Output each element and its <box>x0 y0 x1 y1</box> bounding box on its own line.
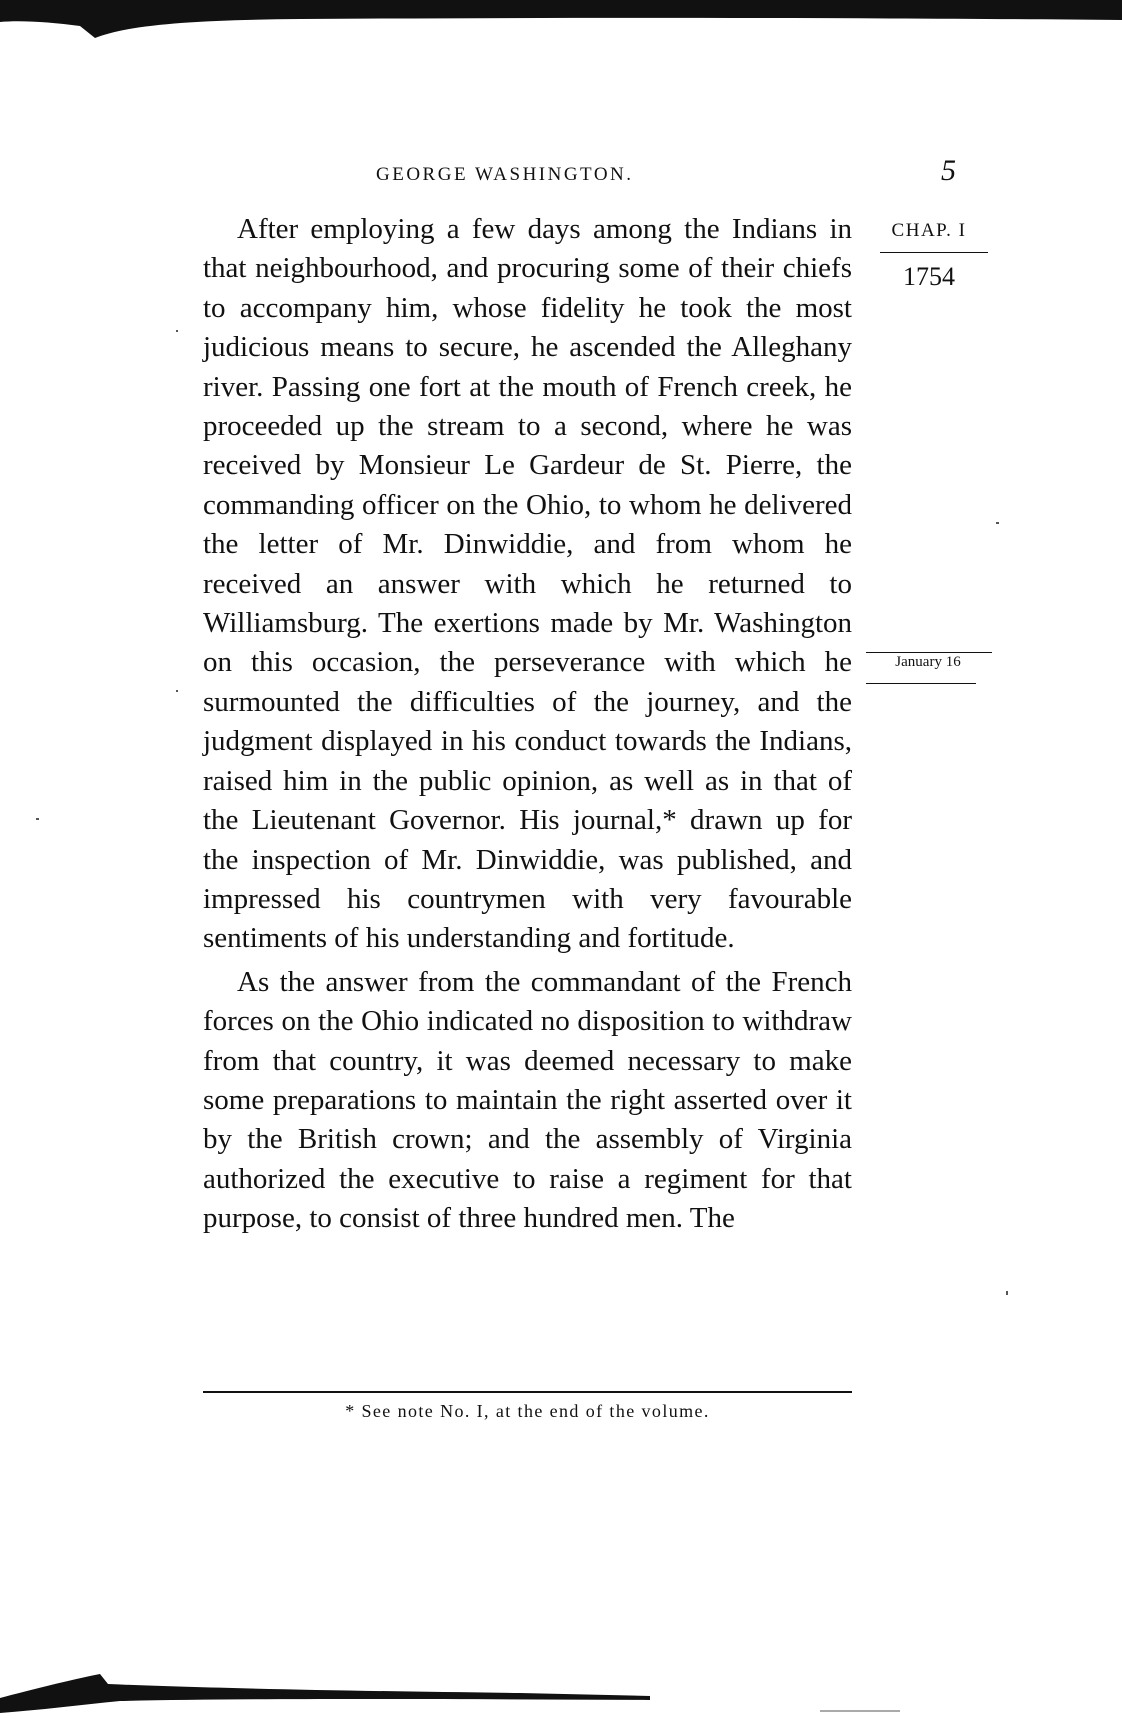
margin-rule <box>880 252 988 253</box>
scan-speck <box>996 522 999 524</box>
footnote-rule <box>203 1391 852 1393</box>
scan-speck <box>176 690 178 692</box>
scan-edge-bottom <box>0 1650 1122 1719</box>
scan-speck <box>36 818 39 820</box>
margin-rule <box>866 683 976 684</box>
margin-year: 1754 <box>903 262 955 291</box>
scan-speck <box>176 330 178 332</box>
page-number: 5 <box>941 154 956 187</box>
margin-date: January 16 <box>895 654 961 670</box>
margin-rule <box>866 652 992 653</box>
paragraph: After employing a few days among the Indians in that neighbourhood, and procuring some of their chiefs to accompany him, whose fidelity he took the most judicious means to secure, he ascended the Alleghany river. Passing one fort at the mouth of French creek, he proceeded up the stream to a second, where he was received by Monsieur Le Gardeur de St. Pierre, the commanding officer on the Ohio, to whom he delivered the letter of Mr. Dinwiddie, and from whom he received an answer with which he returned to Williamsburg. The exertions made by Mr. Washington on this occasion, the perseverance with which he surmounted the difficulties of the journey, and the judgment displayed in his conduct towards the Indians, raised him in the public opinion, as well as in that of the Lieutenant Governor. His journal,* drawn up for the inspection of Mr. Dinwiddie, was published, and impressed his countrymen with very favourable sentiments of his understanding and fortitude. <box>203 213 852 955</box>
margin-chapter-label: CHAP. I <box>891 220 967 241</box>
scan-edge-top <box>0 0 1122 40</box>
footnote: * See note No. I, at the end of the volume. <box>345 1401 710 1421</box>
body-text <box>203 210 852 1239</box>
running-head <box>200 154 956 196</box>
running-title: GEORGE WASHINGTON. <box>376 164 634 185</box>
scan-speck <box>1006 1291 1008 1295</box>
paragraph: As the answer from the commandant of the French forces on the Ohio indicated no disposition to withdraw from that country, it was deemed necessary to make some preparations to maintain the right asserted over it by the British crown; and the assembly of Virginia authorized the executive to raise a regiment for that purpose, to consist of three hundred men. The <box>203 965 852 1235</box>
